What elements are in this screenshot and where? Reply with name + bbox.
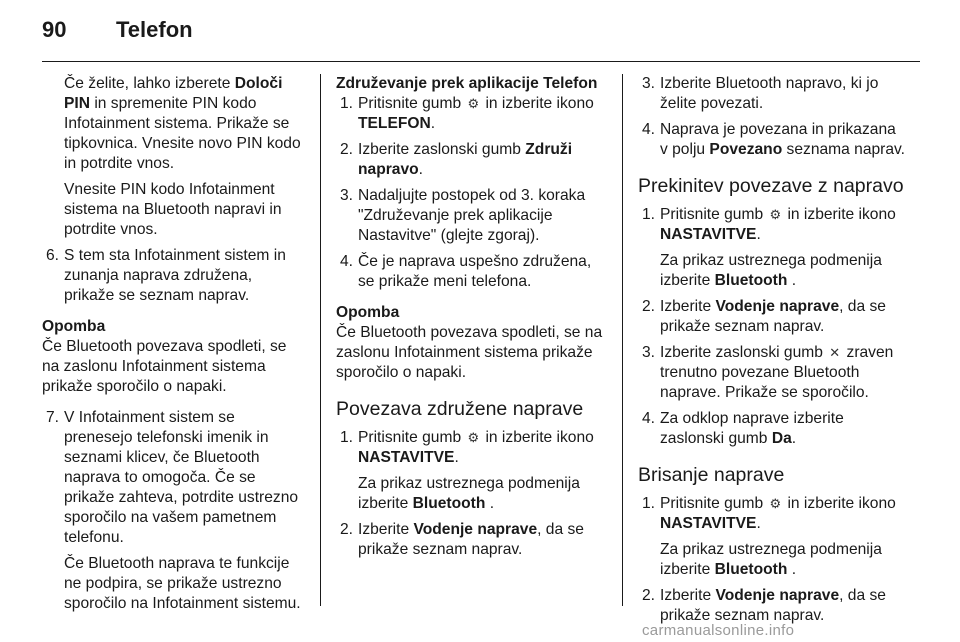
column-3	[638, 74, 906, 626]
list-item: 2. Izberite zaslonski gumb Združi napravo.	[340, 141, 573, 178]
chapter-title: Telefon	[116, 17, 193, 42]
step-continuation: Za prikaz ustreznega podmenija izberite Bluetooth .	[660, 252, 882, 289]
section-heading: Prekinitev povezave z napravo	[638, 175, 904, 197]
list-item: 1. Pritisnite gumb ⚙ in izberite ikono NASTAVITVE.	[642, 495, 896, 532]
list-item: 2. Izberite Vodenje naprave, da se prikaže seznam naprav.	[340, 521, 584, 558]
list-item: 4. Za odklop naprave izberite zaslonski gumb Da.	[642, 410, 844, 447]
step-continuation: Za prikaz ustreznega podmenija izberite Bluetooth .	[660, 541, 882, 578]
header-rule	[42, 61, 920, 62]
list-item: 1. Pritisnite gumb ⚙ in izberite ikono TELEFON.	[340, 95, 594, 132]
list-item: 7. V Infotainment sistem se prenesejo telefonski imenik in seznami klicev, če Bluetooth naprava to omogoča. Če se prikaže zahteva, potrdite ustrezno sporočilo na vašem pametnem telefonu.	[46, 409, 299, 546]
list-item: 3. Izberite zaslonski gumb ✕ zraven trenutno povezane Bluetooth naprave. Prikaže se sporočilo.	[642, 344, 894, 401]
list-item: 4. Če je naprava uspešno združena, se prikaže meni telefona.	[340, 253, 592, 290]
step-continuation: Za prikaz ustreznega podmenija izberite Bluetooth .	[358, 475, 580, 512]
note-title: Opomba	[336, 304, 400, 321]
subheading: Združevanje prek aplikacije Telefon	[336, 75, 598, 92]
column-divider-2	[622, 74, 623, 606]
list-item: 3. Izberite Bluetooth napravo, ki jo želite povezati.	[642, 75, 879, 112]
gear-icon: ⚙	[467, 430, 480, 445]
list-item: 1. Pritisnite gumb ⚙ in izberite ikono NASTAVITVE.	[340, 429, 594, 466]
step-continuation: Če želite, lahko izberete Določi PIN in spremenite PIN kodo Infotainment sistema. Prikaže se tipkovnica. Vnesite novo PIN kodo in potrdite vnos.	[64, 75, 301, 172]
gear-icon: ⚙	[769, 496, 782, 511]
note-text: Če Bluetooth povezava spodleti, se na zaslonu Infotainment sistema prikaže sporočilo o napaki.	[336, 324, 603, 381]
list-item: 2. Izberite Vodenje naprave, da se prikaže seznam naprav.	[642, 587, 886, 624]
section-heading: Povezava združene naprave	[336, 398, 584, 420]
column-2	[336, 74, 606, 560]
page-number: 90	[42, 17, 67, 42]
list-item: 4. Naprava je povezana in prikazana v polju Povezano seznama naprav.	[642, 121, 906, 158]
page-header	[0, 0, 960, 60]
list-item: 3. Nadaljujte postopek od 3. koraka "Združevanje prek aplikacije Nastavitve" (glejte zgoraj).	[340, 187, 586, 244]
section-heading: Brisanje naprave	[638, 464, 785, 486]
gear-icon: ⚙	[769, 207, 782, 222]
column-divider-1	[320, 74, 321, 606]
note-block	[42, 317, 304, 397]
gear-icon: ⚙	[467, 96, 480, 111]
watermark: carmanualsonline.info	[642, 622, 795, 639]
list-item: 1. Pritisnite gumb ⚙ in izberite ikono NASTAVITVE.	[642, 206, 896, 243]
list-item: 6. S tem sta Infotainment sistem in zunanja naprava združena, prikaže se seznam naprav.	[46, 247, 286, 304]
list-item: 2. Izberite Vodenje naprave, da se prikaže seznam naprav.	[642, 298, 886, 335]
note-block	[336, 303, 606, 383]
step-continuation: Če Bluetooth naprava te funkcije ne podpira, se prikaže ustrezno sporočilo na Infotainment sistemu.	[64, 555, 301, 612]
note-title: Opomba	[42, 318, 106, 335]
step-continuation: Vnesite PIN kodo Infotainment sistema na Bluetooth napravi in potrdite vnos.	[64, 181, 282, 238]
column-1	[42, 74, 304, 614]
close-icon: ✕	[829, 345, 841, 360]
note-text: Če Bluetooth povezava spodleti, se na zaslonu Infotainment sistema prikaže sporočilo o napaki.	[42, 338, 287, 395]
